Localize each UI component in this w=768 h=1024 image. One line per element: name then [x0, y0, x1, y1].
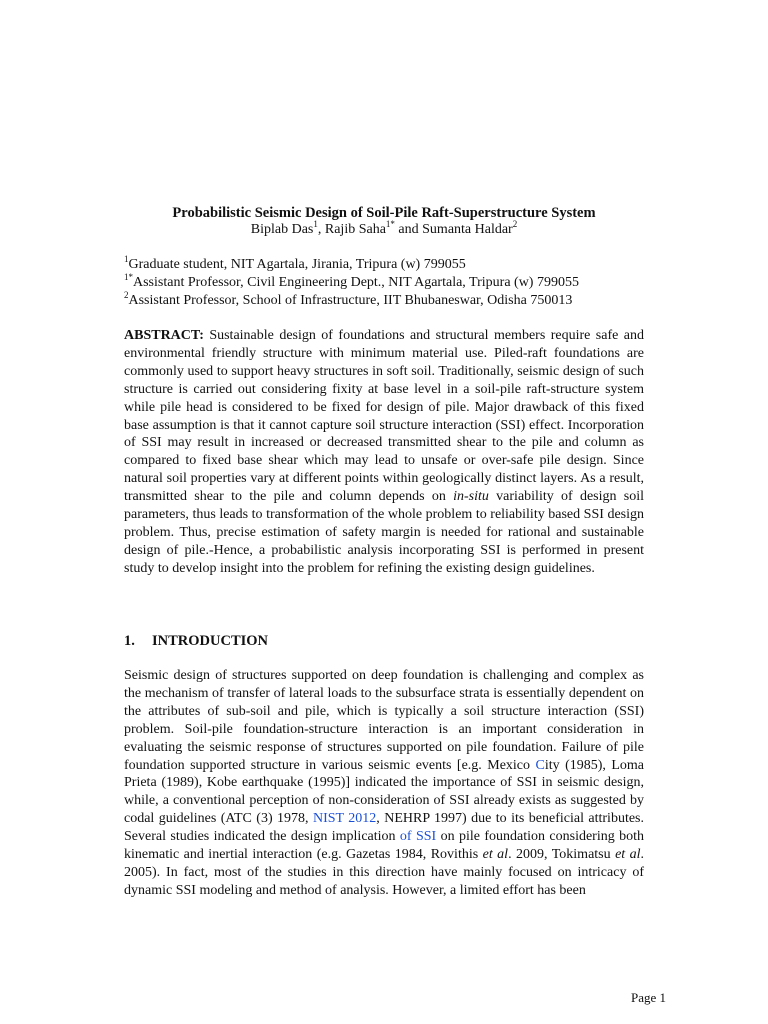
section-title: INTRODUCTION — [152, 633, 269, 649]
author-superscript: 2 — [512, 219, 518, 229]
intro-highlight-letter: C — [535, 757, 545, 773]
abstract-italic-term: in-situ — [453, 489, 489, 505]
page-number: Page 1 — [630, 990, 666, 1005]
paper-title: Probabilistic Seismic Design of Soil-Pile Raft-Superstructure System — [172, 205, 596, 221]
et-al-italic: et al — [615, 847, 641, 863]
abstract-paragraph — [124, 327, 644, 578]
abstract-label: ABSTRACT: — [124, 328, 204, 343]
affiliation-line — [124, 274, 644, 292]
affiliation-text: Assistant Professor, School of Infrastructure, IIT Bhubaneswar, Odisha 750013 — [128, 293, 573, 308]
intro-text: , NEHRP 1997) due to its beneficial attributes. Several studies indicated the design implication — [124, 811, 644, 845]
affiliation-text: Graduate student, NIT Agartala, Jirania, Tripura (w) 799055 — [128, 257, 466, 272]
abstract-text: variability of design soil parameters, thus leads to transformation of the whole problem to reliability based SSI design problem. Thus, precise estimation of safety margin is needed for rational and sustainable design of pile.-Hence, a probabilistic analysis incorporating SSI is performed in present study to develop insight into the problem for refining the existing design guidelines. — [124, 489, 645, 576]
introduction-paragraph — [124, 667, 644, 900]
affiliation-superscript: 1* — [124, 272, 133, 282]
author-separator: and — [394, 222, 423, 237]
et-al-italic: et al — [482, 847, 509, 863]
author-separator: , — [317, 222, 325, 237]
affiliation-line — [124, 256, 644, 274]
intro-text: Seismic design of structures supported on deep foundation is challenging and complex as the mechanism of transfer of lateral loads to the subsurface strata is essentially dependent on the attributes of sub-soil and pile, which is typically a soil structure interaction (SSI) problem. Soil-pile foundation-structure interaction is an important consideration in evaluating the seismic response of structures supported on pile foundation. Failure of pile foundation supported structure in various seismic events [e.g. Mexico — [124, 668, 644, 773]
author-name: Biplab Das — [250, 222, 314, 237]
author-name: Rajib Saha — [324, 222, 386, 237]
of-ssi-link[interactable]: of SSI — [399, 829, 437, 845]
author-name: Sumanta Haldar — [422, 222, 513, 237]
affiliation-superscript: 2 — [124, 290, 129, 300]
affiliation-text: Assistant Professor, Civil Engineering Dept., NIT Agartala, Tripura (w) 799055 — [133, 275, 579, 290]
author-superscript: 1* — [385, 219, 395, 229]
section-heading — [124, 632, 644, 650]
affiliations — [124, 256, 644, 310]
author-line — [0, 221, 768, 239]
affiliation-line — [124, 292, 644, 310]
author-superscript: 1 — [313, 219, 318, 229]
affiliation-superscript: 1 — [124, 254, 129, 264]
nist-2012-link[interactable]: NIST 2012 — [312, 811, 377, 827]
intro-text: ity (1985), Loma Prieta (1989), Kobe earthquake (1995)] indicated the importance of SSI in seismic design, while, a conventional perception of non-consideration of SSI already exists as suggested by codal guidelines (ATC (3) 1978, — [124, 757, 645, 827]
abstract-text: Sustainable design of foundations and structural members require safe and environmental friendly structure with minimum material use. Piled-raft foundations are commonly used to support heavy structures in soft soil. Traditionally, seismic design of such structure is carried out considering fixity at base level in a soil-pile raft-structure system while pile head is considered to be fixed for design of pile. Major drawback of this fixed base assumption is that it cannot capture soil structure interaction (SSI) effect. Incorporation of SSI may result in increased or decreased transmitted shear to the pile and column as compared to fixed base shear which may lead to unsafe or over-safe pile design. Since natural soil properties vary at different points within geologically distinct layers. As a result, transmitted shear to the pile and column depends on — [124, 328, 644, 505]
intro-text: . 2009, Tokimatsu — [508, 847, 616, 863]
section-number: 1. — [124, 633, 135, 649]
intro-text: . 2005). In fact, most of the studies in this direction have mainly focused on intricacy of dynamic SSI modeling and method of analysis. However, a limited effort has been — [124, 847, 645, 898]
intro-text: on pile foundation considering both kinematic and inertial interaction (e.g. Gazetas 1984, Rovithis — [124, 829, 645, 863]
